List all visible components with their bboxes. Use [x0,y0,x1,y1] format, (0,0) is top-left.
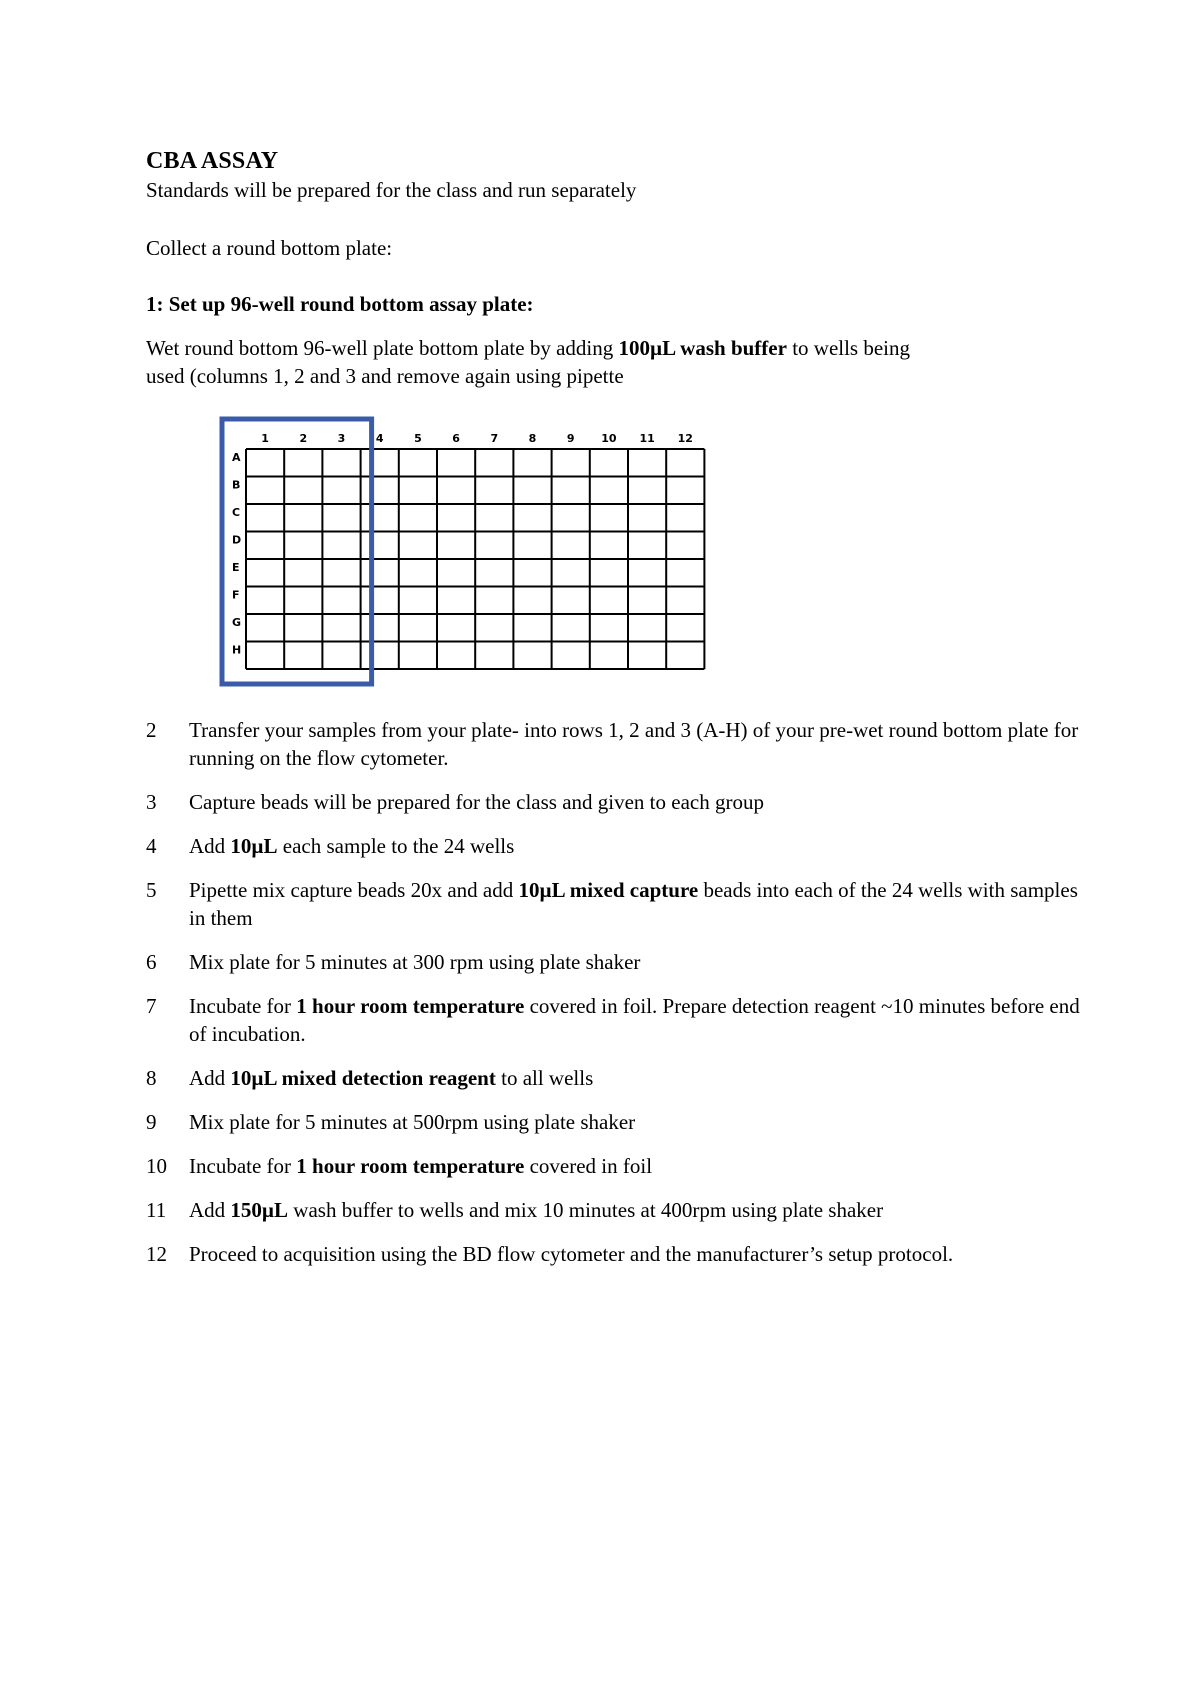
step-text-run: each sample to the 24 wells [277,834,515,858]
step-number: 9 [146,1110,157,1134]
step-text-run: covered in foil. Prepare detection reagent ~10 minutes before end of incubation. [189,994,1080,1046]
column-label: 5 [414,432,422,445]
step1-heading: 1: Set up 96-well round bottom assay plate: [146,292,534,316]
step-text-run: wash buffer to wells and mix 10 minutes at 400rpm using plate shaker [288,1198,884,1222]
step-10 [146,1152,1086,1180]
step-2 [146,716,1086,772]
row-label: B [232,478,241,492]
step-number: 3 [146,790,157,814]
step-text-run: Mix plate for 5 minutes at 300 rpm using plate shaker [189,950,641,974]
step-number: 6 [146,950,157,974]
column-label: 3 [337,432,346,445]
step-text [189,948,1086,976]
step-text-run: Proceed to acquisition using the BD flow cytometer and the manufacturer’s setup protocol. [189,1242,954,1266]
step-text-run: Incubate for [189,1154,297,1178]
collect-text: Collect a round bottom plate: [146,236,393,260]
step-number: 10 [146,1154,167,1178]
step-number: 7 [146,994,157,1018]
plate-row-labels [232,451,241,657]
step-text-bold: 10µL mixed capture [518,878,699,902]
step-text-run: to all wells [495,1066,594,1090]
column-label: 8 [528,432,537,445]
step-11 [146,1196,1086,1224]
step-text [189,1152,1086,1180]
row-label: F [232,588,240,602]
step-text [189,992,1086,1048]
step-9 [146,1108,1086,1136]
step-text-run: Add [189,1198,231,1222]
step-text [189,788,1086,816]
step-number: 2 [146,718,157,742]
intro-text: Standards will be prepared for the class and run separately [146,178,637,202]
step-text-run: Incubate for [189,994,297,1018]
step1-body-bold: 100µL wash buffer [618,336,787,360]
page-title: CBA ASSAY [146,148,279,174]
column-label: 1 [261,432,269,445]
step-number: 12 [146,1242,167,1266]
column-label: 10 [601,432,617,445]
column-label: 12 [677,432,693,445]
step-text-run: Pipette mix capture beads 20x and add [189,878,519,902]
step1-body-line1 [146,334,910,362]
row-label: H [232,643,242,657]
column-label: 7 [490,432,499,445]
protocol-steps [146,716,1086,1284]
step-5 [146,876,1086,932]
column-label: 2 [299,432,308,445]
step-3 [146,788,1086,816]
step-text-run: covered in foil [524,1154,653,1178]
step-text [189,876,1086,932]
step-text-bold: 1 hour room temperature [296,994,525,1018]
step-text-run: Add [189,834,231,858]
step-text-bold: 1 hour room temperature [296,1154,525,1178]
column-label: 4 [375,432,384,445]
step1-body-line2: used (columns 1, 2 and 3 and remove again using pipette [146,364,624,388]
highlighted-columns-box [222,419,372,684]
step-number: 4 [146,834,157,858]
step-text-run: Capture beads will be prepared for the class and given to each group [189,790,764,814]
plate-column-labels [261,432,693,445]
step-text-run: Add [189,1066,231,1090]
step-number: 11 [146,1198,167,1222]
step-text [189,1240,1086,1268]
row-label: E [232,561,240,574]
step-text [189,832,1086,860]
plate-grid [246,449,704,669]
step-number: 5 [146,878,157,902]
step1-body-text-end: to wells being [786,336,911,360]
column-label: 11 [639,432,655,445]
row-label: D [232,533,242,547]
step-text [189,1108,1086,1136]
column-label: 9 [566,432,575,445]
step-text [189,716,1086,772]
step-text-run: Mix plate for 5 minutes at 500rpm using plate shaker [189,1110,636,1134]
column-label: 6 [452,432,460,445]
step-text-bold: 150µL [230,1198,289,1222]
step-text [189,1064,1086,1092]
step-number: 8 [146,1066,157,1090]
step-text-bold: 10µL mixed detection reagent [230,1066,496,1090]
step-text-bold: 10µL [230,834,278,858]
step-8 [146,1064,1086,1092]
row-label: C [232,506,241,519]
step1-body-text: Wet round bottom 96-well plate bottom plate by adding [146,336,619,360]
step-text-run: beads into each of the 24 wells with samples in them [189,878,1078,930]
row-label: A [232,451,241,464]
step-7 [146,992,1086,1048]
step-text [189,1196,1086,1224]
step-text-run: Transfer your samples from your plate- into rows 1, 2 and 3 (A-H) of your pre-wet round bottom plate for running on the flow cytometer. [189,718,1079,770]
row-label: G [232,616,242,629]
step-4 [146,832,1086,860]
step-12 [146,1240,1086,1268]
step-6 [146,948,1086,976]
